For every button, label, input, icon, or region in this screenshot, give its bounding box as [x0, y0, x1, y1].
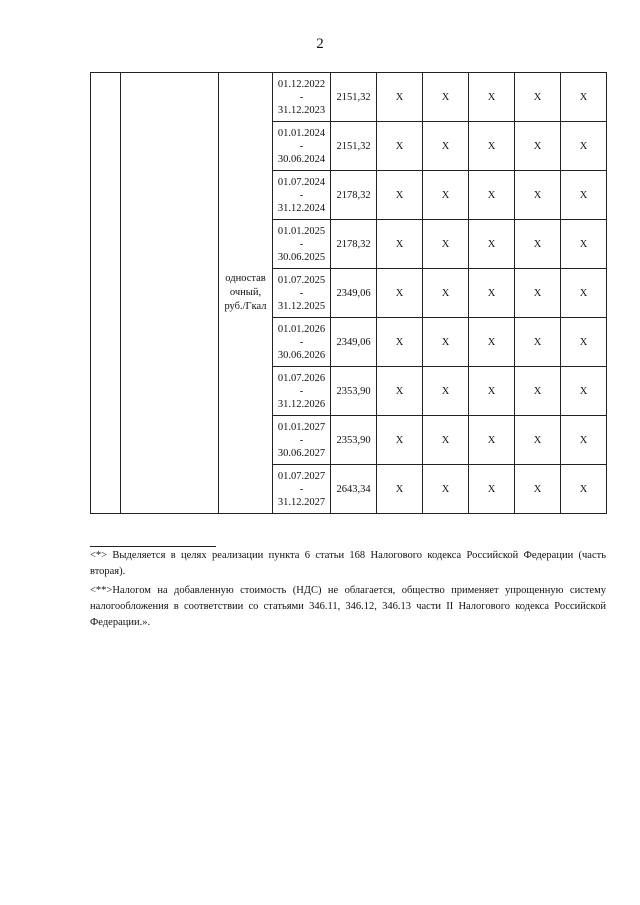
x-mark: X — [561, 416, 607, 465]
x-mark: X — [377, 269, 423, 318]
period-from: 01.01.2027 — [277, 421, 326, 433]
x-mark: X — [515, 416, 561, 465]
tariff-value: 2349,06 — [331, 318, 377, 367]
x-mark: X — [561, 269, 607, 318]
period-from: 01.01.2025 — [277, 225, 326, 237]
tariff-table — [90, 72, 607, 514]
x-mark: X — [377, 73, 423, 122]
period-to: 31.12.2024 — [277, 202, 326, 214]
tariff-value: 2643,34 — [331, 465, 377, 514]
x-mark: X — [377, 367, 423, 416]
x-mark: X — [469, 171, 515, 220]
x-mark: X — [469, 465, 515, 514]
period-sep: - — [299, 385, 304, 397]
x-mark: X — [377, 318, 423, 367]
period-from: 01.12.2022 — [277, 78, 326, 90]
tariff-value: 2151,32 — [331, 73, 377, 122]
x-mark: X — [423, 122, 469, 171]
period-sep: - — [299, 140, 304, 152]
x-mark: X — [515, 171, 561, 220]
period-cell — [273, 318, 331, 367]
period-to: 31.12.2023 — [277, 104, 326, 116]
period-from: 01.01.2024 — [277, 127, 326, 139]
period-cell — [273, 73, 331, 122]
period-from: 01.07.2025 — [277, 274, 326, 286]
period-to: 31.12.2026 — [277, 398, 326, 410]
x-mark: X — [561, 220, 607, 269]
period-sep: - — [299, 434, 304, 446]
x-mark: X — [469, 220, 515, 269]
period-from: 01.07.2027 — [277, 470, 326, 482]
period-cell — [273, 269, 331, 318]
table-body — [91, 73, 607, 514]
period-cell — [273, 465, 331, 514]
x-mark: X — [515, 465, 561, 514]
period-sep: - — [299, 483, 304, 495]
x-mark: X — [423, 465, 469, 514]
period-sep: - — [299, 287, 304, 299]
x-mark: X — [469, 416, 515, 465]
period-from: 01.01.2026 — [277, 323, 326, 335]
period-sep: - — [299, 91, 304, 103]
x-mark: X — [561, 73, 607, 122]
period-to: 30.06.2026 — [277, 349, 326, 361]
period-to: 30.06.2025 — [277, 251, 326, 263]
x-mark: X — [515, 269, 561, 318]
x-mark: X — [561, 465, 607, 514]
x-mark: X — [561, 367, 607, 416]
x-mark: X — [377, 465, 423, 514]
tariff-value: 2151,32 — [331, 122, 377, 171]
x-mark: X — [423, 73, 469, 122]
x-mark: X — [423, 220, 469, 269]
x-mark: X — [469, 367, 515, 416]
period-cell — [273, 367, 331, 416]
blank-column-1 — [91, 73, 121, 514]
period-from: 01.07.2026 — [277, 372, 326, 384]
footnote-rule — [90, 546, 216, 547]
x-mark: X — [377, 171, 423, 220]
x-mark: X — [469, 122, 515, 171]
period-cell — [273, 122, 331, 171]
period-to: 31.12.2025 — [277, 300, 326, 312]
tariff-value: 2178,32 — [331, 220, 377, 269]
blank-column-2 — [121, 73, 219, 514]
x-mark: X — [423, 269, 469, 318]
x-mark: X — [561, 171, 607, 220]
footnote-vat-allocation: <*> Выделяется в целях реализации пункта 6 статьи 168 Налогового кодекса Российской Федерации (часть вторая). — [90, 550, 606, 577]
period-to: 30.06.2027 — [277, 447, 326, 459]
period-from: 01.07.2024 — [277, 176, 326, 188]
x-mark: X — [469, 318, 515, 367]
x-mark: X — [423, 318, 469, 367]
tariff-value: 2349,06 — [331, 269, 377, 318]
tariff-value: 2178,32 — [331, 171, 377, 220]
period-to: 30.06.2024 — [277, 153, 326, 165]
x-mark: X — [515, 220, 561, 269]
tariff-value: 2353,90 — [331, 367, 377, 416]
period-cell — [273, 220, 331, 269]
footnotes — [90, 548, 606, 634]
x-mark: X — [377, 122, 423, 171]
period-cell — [273, 171, 331, 220]
x-mark: X — [423, 367, 469, 416]
tariff-value: 2353,90 — [331, 416, 377, 465]
x-mark: X — [423, 416, 469, 465]
period-sep: - — [299, 336, 304, 348]
table-row — [91, 73, 607, 122]
period-to: 31.12.2027 — [277, 496, 326, 508]
footnote-vat-exemption: <**>Налогом на добавленную стоимость (НДС) не облагается, общество применяет упрощенную систему налогообложения в соответствии со статьями 346.11, 346.12, 346.13 части II Налогового кодекса Российской Федерации.». — [90, 585, 606, 628]
x-mark: X — [377, 416, 423, 465]
page-number: 2 — [316, 36, 324, 52]
period-sep: - — [299, 238, 304, 250]
x-mark: X — [377, 220, 423, 269]
x-mark: X — [515, 318, 561, 367]
x-mark: X — [515, 73, 561, 122]
x-mark: X — [515, 122, 561, 171]
x-mark: X — [469, 73, 515, 122]
x-mark: X — [515, 367, 561, 416]
x-mark: X — [561, 122, 607, 171]
x-mark: X — [469, 269, 515, 318]
period-cell — [273, 416, 331, 465]
period-sep: - — [299, 189, 304, 201]
x-mark: X — [423, 171, 469, 220]
x-mark: X — [561, 318, 607, 367]
unit-label: одностав очный, руб./Гкал — [219, 73, 273, 514]
